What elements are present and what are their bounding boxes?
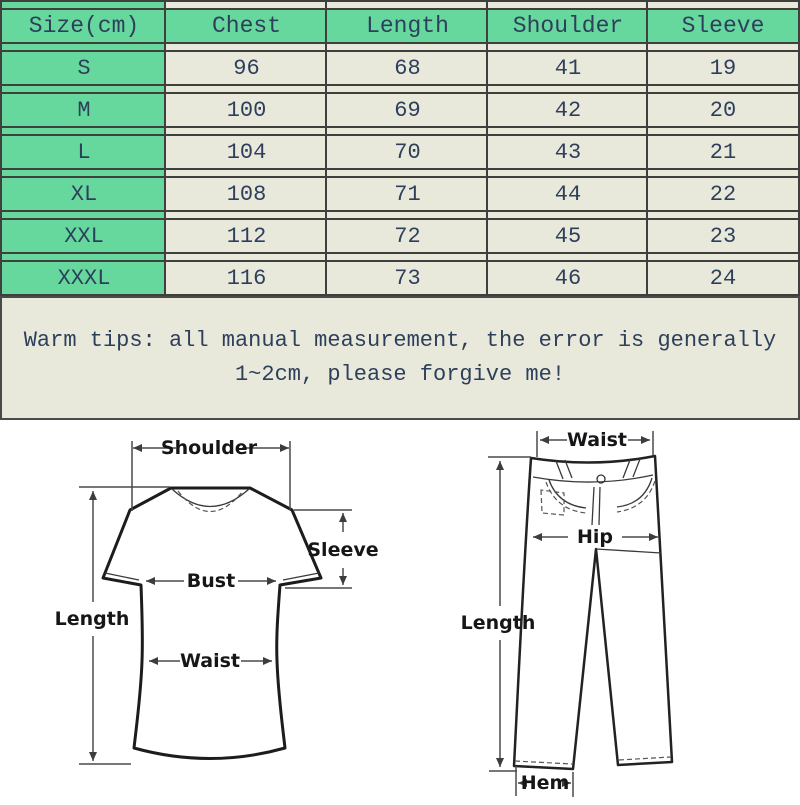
shoulder-value: 45: [554, 223, 582, 249]
length-value: 71: [394, 181, 421, 207]
chest-value: 116: [226, 265, 267, 291]
diagrams-canvas: [0, 420, 800, 800]
shoulder-value: 42: [554, 97, 582, 123]
sleeve-value: 20: [709, 97, 737, 123]
chest-value: 112: [226, 223, 267, 249]
shoulder-value: 43: [554, 139, 582, 165]
pants-hem-label: Hem: [520, 772, 570, 794]
length-value: 73: [394, 265, 421, 291]
table-row: [2, 176, 798, 212]
sleeve-value: 21: [709, 139, 737, 165]
chest-value: 108: [226, 181, 267, 207]
chest-value: 104: [226, 139, 267, 165]
shirt-shoulder-label: Shoulder: [160, 437, 258, 459]
tshirt-outline: [103, 488, 321, 759]
table-row: [2, 260, 798, 296]
pants-diagram: [461, 429, 672, 797]
length-value: 69: [394, 97, 421, 123]
length-value: 68: [394, 55, 421, 81]
header-shoulder: Shoulder: [488, 10, 648, 42]
sleeve-value: 24: [709, 265, 737, 291]
size-label: XL: [2, 178, 166, 210]
chest-value: 96: [233, 55, 260, 81]
column-divider: [486, 2, 488, 296]
shirt-waist-label: Waist: [179, 650, 241, 672]
table-row: [2, 50, 798, 86]
shirt-length-label: Length: [54, 608, 130, 630]
chest-value: 100: [226, 97, 267, 123]
column-divider: [646, 2, 648, 296]
pants-waist-label: Waist: [566, 429, 628, 451]
shoulder-value: 46: [554, 265, 582, 291]
shirt-sleeve-label: Sleeve: [307, 539, 379, 561]
header-size: Size(cm): [2, 10, 166, 42]
shoulder-value: 44: [554, 181, 582, 207]
warm-tips-line1: Warm tips: all manual measurement, the error is generally: [23, 328, 777, 353]
tshirt-diagram: [55, 437, 379, 764]
header-sleeve: Sleeve: [648, 10, 798, 42]
measurement-diagrams: [0, 420, 800, 800]
size-label: S: [2, 52, 166, 84]
column-divider: [164, 2, 166, 296]
length-value: 72: [394, 223, 421, 249]
warm-tips-line2: 1~2cm, please forgive me!: [234, 362, 566, 387]
sleeve-value: 19: [709, 55, 737, 81]
size-label: XXXL: [2, 262, 166, 294]
pants-hip-label: Hip: [576, 526, 614, 548]
shirt-bust-label: Bust: [186, 570, 236, 592]
header-length: Length: [327, 10, 488, 42]
table-row: [2, 218, 798, 254]
pants-length-label: Length: [460, 612, 536, 634]
table-row: [2, 134, 798, 170]
size-label: XXL: [2, 220, 166, 252]
warm-tips-note: [0, 296, 800, 420]
size-chart-table: [0, 0, 800, 296]
size-label: L: [2, 136, 166, 168]
table-row: [2, 92, 798, 128]
table-header-row: [2, 8, 798, 44]
header-chest: Chest: [166, 10, 327, 42]
sleeve-value: 22: [709, 181, 737, 207]
column-divider: [325, 2, 327, 296]
size-label: M: [2, 94, 166, 126]
length-value: 70: [394, 139, 421, 165]
sleeve-value: 23: [709, 223, 737, 249]
shoulder-value: 41: [554, 55, 582, 81]
